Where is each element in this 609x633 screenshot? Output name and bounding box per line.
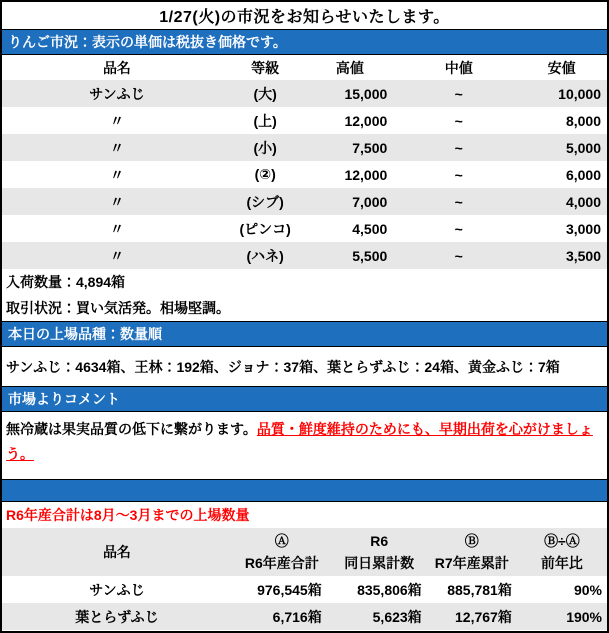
price-cell-low: 5,000 (565, 139, 601, 156)
summary-header-a (232, 528, 332, 576)
price-table-body (2, 80, 607, 269)
price-header-low: 安値 (547, 59, 576, 76)
price-header-high: 高値 (335, 59, 364, 76)
summary-header-r6-bottom: 同日累計数 (344, 555, 415, 571)
summary-header-b-top: Ⓑ (464, 533, 479, 549)
price-cell-high: 7,000 (352, 193, 388, 210)
price-cell-mid: ~ (454, 112, 463, 129)
apple-market-header-label: りんご市況：表示の単価は税抜き価格です。 (8, 34, 287, 50)
market-comment-body (2, 412, 607, 471)
price-cell-low: 10,000 (558, 85, 601, 102)
price-row (2, 215, 607, 242)
price-cell-high: 15,000 (344, 85, 388, 102)
listed-varieties-header-label: 本日の上場品種：数量順 (8, 326, 162, 342)
price-cell-name: 〃 (109, 166, 124, 183)
price-cell-name: 〃 (109, 220, 124, 237)
price-table-header (2, 55, 607, 80)
price-cell-mid: ~ (454, 166, 463, 183)
price-cell-high: 12,000 (344, 166, 388, 183)
price-header-grade: 等級 (251, 59, 280, 76)
price-cell-grade: (小) (253, 139, 277, 156)
price-header-name: 品名 (102, 59, 131, 76)
price-cell-grade: (大) (253, 85, 277, 102)
price-cell-high: 5,500 (352, 247, 388, 264)
summary-cell-total-r6: 6,716箱 (272, 608, 322, 625)
price-cell-mid: ~ (454, 220, 463, 237)
summary-header-b (427, 528, 517, 576)
price-cell-low: 4,000 (565, 193, 601, 210)
price-cell-high: 12,000 (344, 112, 388, 129)
summary-header-name: 品名 (102, 544, 131, 560)
price-header-mid: 中値 (444, 59, 473, 76)
price-cell-low: 6,000 (565, 166, 601, 183)
price-row (2, 134, 607, 161)
summary-header-r6-top: R6 (370, 533, 389, 549)
price-cell-mid: ~ (454, 193, 463, 210)
summary-cell-same-day: 5,623箱 (372, 608, 422, 625)
arrival-quantity-line: 入荷数量：4,894箱 (6, 274, 126, 290)
price-cell-mid: ~ (454, 85, 463, 102)
price-cell-name: 〃 (109, 247, 124, 264)
price-cell-mid: ~ (454, 139, 463, 156)
price-row (2, 188, 607, 215)
summary-note: R6年産合計は8月～3月までの上場数量 (6, 507, 250, 523)
summary-table-body (2, 576, 607, 630)
summary-header-row (2, 528, 607, 576)
summary-cell-name: サンふじ (89, 581, 145, 598)
summary-cell-total-r6: 976,545箱 (257, 581, 322, 598)
summary-cell-same-day: 835,806箱 (357, 581, 422, 598)
listed-varieties-detail: サンふじ：4634箱、王林：192箱、ジョナ：37箱、葉とらずふじ：24箱、黄金ふじ：7箱 (6, 359, 560, 375)
summary-header-a-top: Ⓐ (274, 533, 289, 549)
summary-row (2, 576, 607, 603)
price-cell-low: 3,000 (565, 220, 601, 237)
price-table (2, 55, 607, 269)
comment-red-underlined-text: 品質・鮮度維持のためにも、早期出荷を心がけましょう。 (6, 421, 593, 462)
section-bar-apple-market (2, 29, 607, 55)
spacer (2, 471, 607, 479)
section-bar-empty (2, 479, 607, 502)
summary-cell-name: 葉とらずふじ (75, 608, 159, 625)
price-row (2, 107, 607, 134)
summary-cell-total-r7: 12,767箱 (455, 608, 512, 625)
price-header-row (2, 55, 607, 80)
price-cell-grade: (ピンコ) (239, 220, 291, 237)
market-comment-header-label: 市場よりコメント (8, 391, 120, 407)
price-cell-grade: (上) (253, 112, 277, 129)
summary-table-header (2, 528, 607, 576)
section-bar-market-comment (2, 386, 607, 412)
price-row (2, 161, 607, 188)
price-cell-low: 3,500 (565, 247, 601, 264)
page-title: 1/27(火)の市況をお知らせいたします。 (159, 9, 450, 26)
trade-status-line: 取引状況：買い気活発。相場堅調。 (6, 300, 230, 316)
summary-table (2, 528, 607, 630)
price-cell-grade: (シブ) (246, 193, 284, 210)
section-bar-listed-varieties (2, 321, 607, 347)
price-cell-grade: (②) (254, 166, 276, 182)
price-cell-low: 8,000 (565, 112, 601, 129)
price-row (2, 80, 607, 107)
summary-cell-yoy: 190% (566, 608, 602, 625)
summary-header-a-bottom: R6年産合計 (244, 555, 319, 571)
summary-header-ratio-bottom: 前年比 (540, 555, 583, 571)
price-cell-name: サンふじ (89, 85, 145, 102)
price-cell-mid: ~ (454, 247, 463, 264)
price-cell-high: 7,500 (352, 139, 388, 156)
summary-header-b-bottom: R7年産累計 (434, 555, 509, 571)
price-cell-high: 4,500 (352, 220, 388, 237)
summary-cell-total-r7: 885,781箱 (447, 581, 512, 598)
price-cell-name: 〃 (109, 139, 124, 156)
price-cell-name: 〃 (109, 112, 124, 129)
summary-row (2, 603, 607, 630)
price-row (2, 242, 607, 269)
comment-black-text: 無冷蔵は果実品質の低下に繋がります。 (6, 421, 257, 437)
price-cell-grade: (ハネ) (246, 247, 284, 264)
summary-cell-yoy: 90% (573, 581, 602, 598)
summary-header-ratio (517, 528, 607, 576)
price-cell-name: 〃 (109, 193, 124, 210)
summary-header-r6 (332, 528, 427, 576)
summary-header-ratio-top: Ⓑ÷Ⓐ (544, 533, 580, 549)
